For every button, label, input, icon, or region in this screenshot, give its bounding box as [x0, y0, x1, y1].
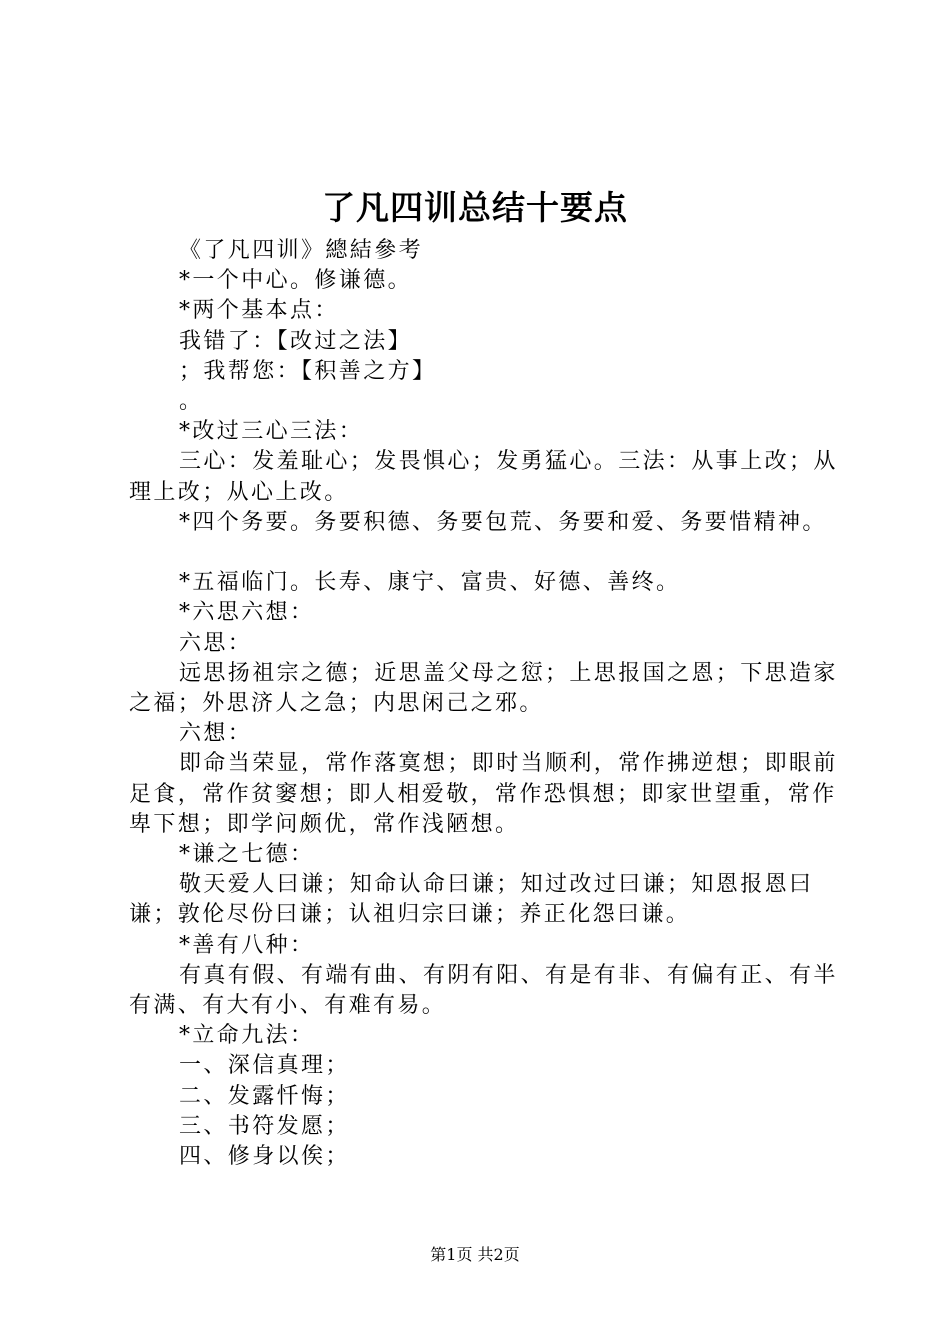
paragraph: 三心：发羞耻心；发畏惧心；发勇猛心。三法：从事上改；从理上改；从心上改。: [129, 449, 838, 505]
document-body: [129, 236, 855, 1172]
paragraph: 即命当荣显，常作落寞想；即时当顺利，常作拂逆想；即眼前足食，常作贫窭想；即人相爱敬，常作恐惧想；即家世望重，常作卑下想；即学问颇优，常作浅陋想。: [129, 751, 838, 837]
paragraph: 。: [179, 389, 204, 415]
paragraph: *谦之七德：: [179, 842, 315, 868]
paragraph: *善有八种：: [179, 932, 315, 958]
paragraph: 远思扬祖宗之德；近思盖父母之愆；上思报国之恩；下思造家之福；外思济人之急；内思闲己之邪。: [129, 660, 838, 717]
paragraph: *两个基本点：: [179, 298, 339, 324]
paragraph: 四、修身以俟；: [179, 1144, 350, 1170]
paragraph: ；我帮您：【积善之方】: [179, 358, 437, 384]
paragraph: 《了凡四训》總結參考: [179, 238, 424, 263]
paragraph: 有真有假、有端有曲、有阴有阳、有是有非、有偏有正、有半有满、有大有小、有难有易。: [129, 962, 838, 1019]
paragraph: 一、深信真理；: [179, 1053, 350, 1079]
paragraph: 三、书符发愿；: [179, 1113, 350, 1139]
paragraph: 六思：: [179, 630, 253, 656]
paragraph: *立命九法：: [179, 1023, 315, 1049]
blank-line: [129, 538, 855, 568]
paragraph: *六思六想：: [179, 600, 315, 626]
paragraph: 六想：: [179, 721, 253, 747]
document-title: 了凡四训总结十要点: [322, 188, 628, 227]
paragraph: 敬天爱人曰谦；知命认命曰谦；知过改过曰谦；知恩报恩曰谦；敦伦尽份曰谦；认祖归宗曰谦；养正化怨曰谦。: [129, 872, 814, 928]
page-footer: 第1页 共2页: [430, 1245, 520, 1264]
paragraph: *一个中心。修谦德。: [179, 268, 413, 294]
paragraph: *改过三心三法：: [179, 419, 364, 445]
paragraph: 我错了：【改过之法】: [179, 328, 413, 354]
paragraph: 二、发露忏悔；: [179, 1083, 350, 1109]
paragraph: *五福临门。长寿、康宁、富贵、好德、善终。: [179, 570, 681, 596]
paragraph: *四个务要。务要积德、务要包荒、务要和爱、务要惜精神。: [179, 509, 827, 535]
